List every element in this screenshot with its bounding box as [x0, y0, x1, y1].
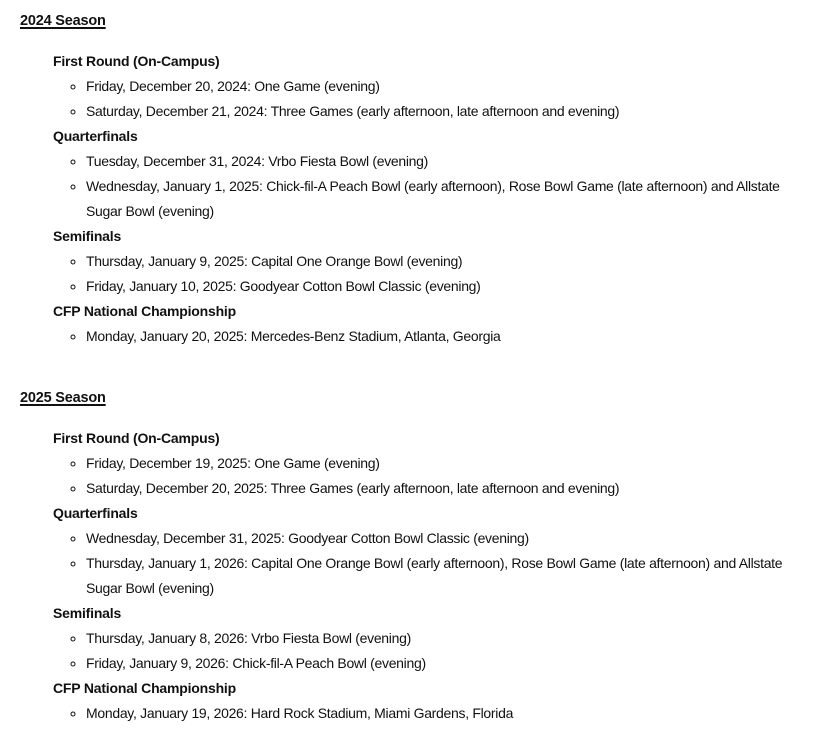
season-section — [20, 389, 794, 726]
phase-items — [53, 249, 794, 299]
phase-group — [53, 124, 794, 224]
phase-items — [53, 324, 794, 349]
schedule-item: ◦ Saturday, December 21, 2024: Three Games (early afternoon, late afternoon and evening) — [86, 99, 794, 124]
season-title: 2024 Season — [20, 13, 106, 29]
schedule-item: ◦ Wednesday, December 31, 2025: Goodyear Cotton Bowl Classic (evening) — [86, 526, 794, 551]
schedule-item: ◦ Friday, January 9, 2026: Chick-fil-A Peach Bowl (evening) — [86, 651, 794, 676]
phase-group — [53, 426, 794, 501]
phase-items — [53, 701, 794, 726]
phase-title: Quarterfinals — [53, 128, 138, 144]
phase-items — [53, 451, 794, 501]
phase-group — [53, 224, 794, 299]
phase-items — [53, 526, 794, 601]
schedule-item: ◦ Thursday, January 8, 2026: Vrbo Fiesta Bowl (evening) — [86, 626, 794, 651]
phase-title: CFP National Championship — [53, 303, 236, 319]
schedule-item: ◦ Saturday, December 20, 2025: Three Games (early afternoon, late afternoon and evening) — [86, 476, 794, 501]
season-title: 2025 Season — [20, 390, 106, 406]
phase-title: First Round (On-Campus) — [53, 53, 220, 69]
season-phases — [53, 426, 794, 726]
phase-items — [53, 149, 794, 224]
phase-group — [53, 501, 794, 601]
schedule-item: ◦ Friday, January 10, 2025: Goodyear Cotton Bowl Classic (evening) — [86, 274, 794, 299]
phase-group — [53, 299, 794, 349]
phase-items — [53, 74, 794, 124]
schedule-item: ◦ Wednesday, January 1, 2025: Chick-fil-A Peach Bowl (early afternoon), Rose Bowl Game (late afternoon) and Allstate Sugar Bowl (evening) — [86, 174, 794, 224]
schedule-item: ◦ Friday, December 20, 2024: One Game (evening) — [86, 74, 794, 99]
phase-group — [53, 601, 794, 676]
schedule-item: ◦ Tuesday, December 31, 2024: Vrbo Fiesta Bowl (evening) — [86, 149, 794, 174]
phase-group — [53, 676, 794, 726]
season-phases — [53, 49, 794, 349]
phase-title: Semifinals — [53, 228, 122, 244]
phase-title: Quarterfinals — [53, 505, 138, 521]
phase-title: Semifinals — [53, 605, 122, 621]
phase-items — [53, 626, 794, 676]
schedule-item: ◦ Thursday, January 9, 2025: Capital One Orange Bowl (evening) — [86, 249, 794, 274]
schedule-item: ◦ Friday, December 19, 2025: One Game (evening) — [86, 451, 794, 476]
schedule-item: ◦ Monday, January 19, 2026: Hard Rock Stadium, Miami Gardens, Florida — [86, 701, 794, 726]
season-section — [20, 12, 794, 349]
phase-title: First Round (On-Campus) — [53, 430, 220, 446]
schedule-item: ◦ Thursday, January 1, 2026: Capital One Orange Bowl (early afternoon), Rose Bowl Game (late afternoon) and Allstate Sugar Bowl (evening) — [86, 551, 794, 601]
schedule-item: ◦ Monday, January 20, 2025: Mercedes-Benz Stadium, Atlanta, Georgia — [86, 324, 794, 349]
phase-group — [53, 49, 794, 124]
phase-title: CFP National Championship — [53, 680, 236, 696]
